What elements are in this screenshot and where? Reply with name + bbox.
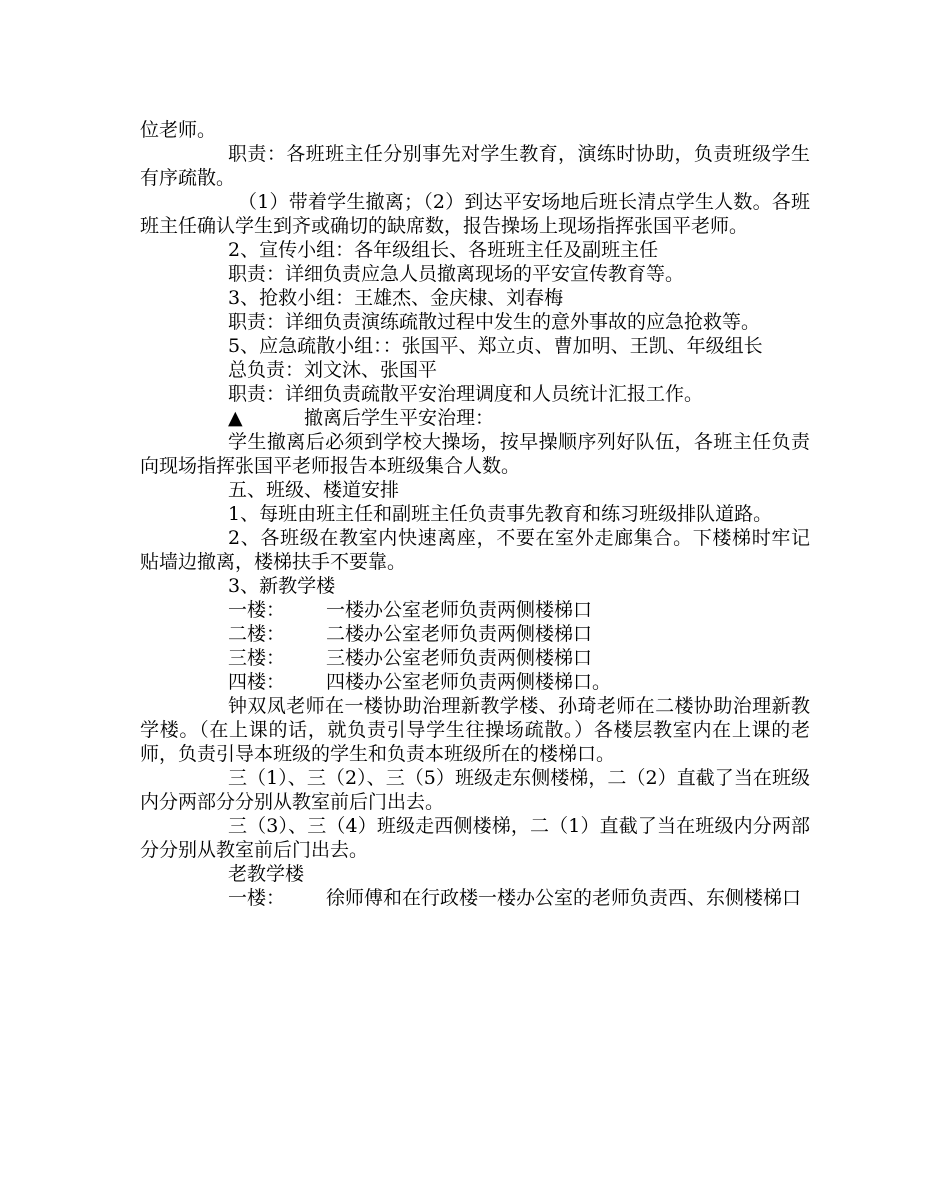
- floor-label: 一楼：: [228, 599, 286, 621]
- floor-label: 三楼：: [228, 647, 286, 669]
- floor-row: [140, 622, 810, 646]
- paragraph-evacuation-group: 5、应急疏散小组：：张国平、郑立贞、曹加明、王凯、年级组长: [228, 335, 763, 357]
- triangle-icon: ▲: [228, 407, 243, 429]
- paragraph-publicity-group: 2、宣传小组：各年级组长、各班班主任及副班主任: [228, 239, 659, 261]
- floor-duty: 徐师傅和在行政楼一楼办公室的老师负责西、东侧楼梯口: [326, 887, 802, 909]
- floor-label: 一楼：: [228, 887, 286, 909]
- heading-after-evacuation: [140, 406, 810, 430]
- floor-duty: 三楼办公室老师负责两侧楼梯口: [326, 647, 593, 669]
- paragraph-item-1: 1、每班由班主任和副班主任负责事先教育和练习班级排队道路。: [228, 503, 773, 525]
- document-page: [140, 118, 810, 910]
- paragraph-rescue-group: 3、抢救小组：王雄杰、金庆棣、刘春梅: [228, 287, 564, 309]
- paragraph-evacuation-steps: （1）带着学生撤离；（2）到达平安场地后班长清点学生人数。各班班主任确认学生到齐或确切的缺席数，报告操场上现场指挥张国平老师。: [140, 191, 810, 237]
- paragraph-old-building: 老教学楼: [228, 863, 305, 885]
- floor-row: [140, 598, 810, 622]
- paragraph-teacher-end: 位老师。: [140, 119, 217, 141]
- paragraph-assembly: 学生撤离后必须到学校大操场，按早操顺序列好队伍，各班主任负责向现场指挥张国平老师报告本班级集合人数。: [140, 431, 810, 477]
- section-heading-class-stairs: 五、班级、楼道安排: [228, 479, 400, 501]
- floor-duty: 四楼办公室老师负责两侧楼梯口。: [326, 671, 612, 693]
- paragraph-class-duty: 职责：各班班主任分别事先对学生教育，演练时协助，负责班级学生有序疏散。: [140, 143, 810, 189]
- paragraph-item-2: 2、各班级在教室内快速离座，不要在室外走廊集合。下楼梯时牢记贴墙边撤离，楼梯扶手不要靠。: [140, 527, 810, 573]
- old-floor-row: [140, 886, 810, 910]
- floor-label: 二楼：: [228, 623, 286, 645]
- floor-row: [140, 646, 810, 670]
- heading-text: 撤离后学生平安治理：: [304, 407, 495, 429]
- paragraph-new-building: 3、新教学楼: [228, 575, 336, 597]
- paragraph-chief: 总负责：刘文沐、张国平: [228, 359, 438, 381]
- floor-label: 四楼：: [228, 671, 286, 693]
- paragraph-east-stairs: 三（1）、三（2）、三（5）班级走东侧楼梯，二（2）直截了当在班级内分两部分分别从教室前后门出去。: [140, 767, 810, 813]
- paragraph-assist-teachers: 钟双凤老师在一楼协助治理新教学楼、孙琦老师在二楼协助治理新教学楼。（在上课的话，就负责引导学生往操场疏散。）各楼层教室内在上课的老师，负责引导本班级的学生和负责本班级所在的楼梯口。: [140, 695, 810, 765]
- paragraph-publicity-duty: 职责：详细负责应急人员撤离现场的平安宣传教育等。: [228, 263, 685, 285]
- paragraph-rescue-duty: 职责：详细负责演练疏散过程中发生的意外事故的应急抢救等。: [228, 311, 761, 333]
- paragraph-evacuation-duty: 职责：详细负责疏散平安治理调度和人员统计汇报工作。: [228, 383, 704, 405]
- floor-row: [140, 670, 810, 694]
- paragraph-west-stairs: 三（3）、三（4）班级走西侧楼梯，二（1）直截了当在班级内分两部分分别从教室前后门出去。: [140, 815, 810, 861]
- floor-duty: 二楼办公室老师负责两侧楼梯口: [326, 623, 593, 645]
- floor-duty: 一楼办公室老师负责两侧楼梯口: [326, 599, 593, 621]
